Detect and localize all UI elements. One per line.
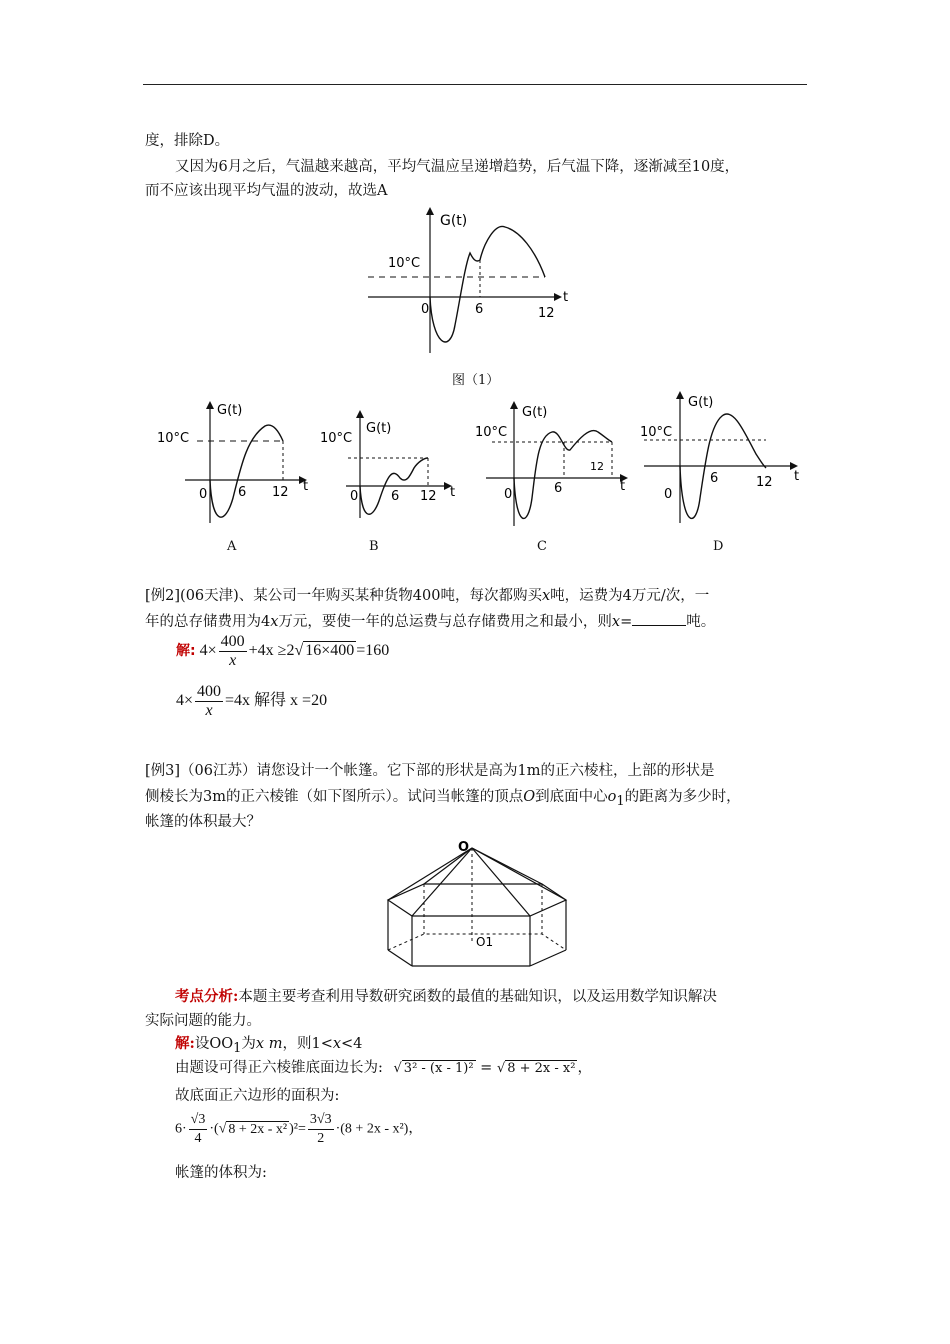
option-d-x12: 12	[756, 475, 773, 490]
option-a-letter: A	[227, 539, 237, 554]
option-c-letter: C	[537, 539, 547, 554]
option-c-origin: 0	[504, 487, 513, 502]
fig1-curve	[430, 226, 545, 341]
analysis-line-1: 考点分析:本题主要考查利用导数研究函数的最值的基础知识，以及运用数学知识解决	[175, 988, 717, 1005]
figure-1-graph	[360, 205, 590, 360]
option-c-t: t	[620, 479, 626, 494]
intro-line-3: 而不应该出现平均气温的波动，故选A	[145, 183, 388, 199]
intro-line-1: 度，排除D。	[145, 133, 230, 149]
ex2-line-2: 年的总存储费用为4x万元，要使一年的总运费与总存储费用之和最小，则x= 吨。	[145, 611, 715, 632]
option-a-graph	[155, 398, 315, 528]
option-c-ylabel: G(t)	[522, 405, 548, 420]
ex3-line-2: 侧棱长为3m的正六棱锥（如下图所示）。试问当帐篷的顶点O到底面中心$o_1$的距离为多少时，	[145, 789, 741, 809]
intro-line-2: 又因为6月之后，气温越来越高，平均气温应呈递增趋势，后气温下降，逐渐减至10度，	[175, 159, 740, 175]
option-d-letter: D	[713, 539, 724, 554]
option-b-x6: 6	[391, 489, 400, 504]
fig1-temp: 10°C	[388, 256, 421, 271]
fig1-x12: 12	[538, 306, 555, 321]
option-d-x6: 6	[710, 471, 719, 486]
solution-line-1: 解:设$OO_1$为x m，则1<x<4	[175, 1035, 363, 1056]
option-a-x12: 12	[272, 485, 289, 500]
ex2-equation-1: 解: 4× $\frac{400}{x}$ +4x ≥2√ 16×400 =160	[176, 633, 390, 669]
option-b-origin: 0	[350, 489, 359, 504]
option-b-t: t	[450, 485, 456, 500]
analysis-line-2: 实际问题的能力。	[145, 1013, 261, 1029]
fig1-x6: 6	[475, 302, 484, 317]
option-c-x6: 6	[554, 481, 563, 496]
area-equation: 6· $\frac{√3}{4}$ ·(√ 8 + 2x - x² )²= $\frac{3√3}{2}$ ·(8 + 2x - x²)，	[175, 1112, 423, 1146]
ex3-line-3: 帐篷的体积最大？	[145, 814, 261, 830]
option-a-x6: 6	[238, 485, 247, 500]
fig1-t: t	[563, 290, 569, 305]
option-d-temp: 10°C	[640, 425, 673, 440]
option-a-origin: 0	[199, 487, 208, 502]
area-text-line: 故底面正六边形的面积为:	[175, 1088, 340, 1104]
option-b-temp: 10°C	[320, 431, 353, 446]
fig1-origin: 0	[421, 302, 430, 317]
tent-center-label: O1	[476, 935, 494, 949]
fig1-ylabel: G(t)	[440, 213, 468, 229]
option-d-graph	[638, 388, 808, 528]
ex2-equation-2: 4× $\frac{400}{x}$ =4x 解得 x =20	[176, 683, 328, 719]
option-a-ylabel: G(t)	[217, 403, 243, 418]
option-a-t: t	[303, 479, 309, 494]
ex2-line-1: [例2](06天津)、某公司一年购买某种货物400吨，每次都购买x吨，运费为4万元/次，一	[145, 588, 710, 604]
option-c-temp: 10°C	[475, 425, 508, 440]
option-b-x12: 12	[420, 489, 437, 504]
volume-text-line: 帐篷的体积为:	[175, 1165, 267, 1181]
tent-apex-label: O	[458, 840, 470, 855]
option-d-t: t	[794, 469, 800, 484]
option-a-temp: 10°C	[157, 431, 190, 446]
side-length-line: 由题设可得正六棱锥底面边长为: √ 3² - (x - 1)² = √ 8 + 2x - x² ，	[175, 1060, 592, 1076]
ex3-line-1: [例3]（06江苏）请您设计一个帐篷。它下部的形状是高为1m的正六棱柱，上部的形状是	[145, 763, 715, 779]
header-rule	[143, 84, 807, 85]
fig1-caption: 图（1）	[452, 373, 500, 388]
tent-figure	[380, 838, 580, 973]
option-c-x12: 12	[590, 460, 604, 473]
option-d-origin: 0	[664, 487, 673, 502]
option-d-ylabel: G(t)	[688, 395, 714, 410]
fig1-y-arrow	[426, 207, 434, 215]
fig1-x-arrow	[554, 293, 562, 301]
option-b-ylabel: G(t)	[366, 421, 392, 436]
answer-blank	[632, 611, 686, 626]
option-b-letter: B	[369, 539, 379, 554]
option-c-graph	[472, 398, 637, 528]
option-b-graph	[318, 408, 468, 528]
